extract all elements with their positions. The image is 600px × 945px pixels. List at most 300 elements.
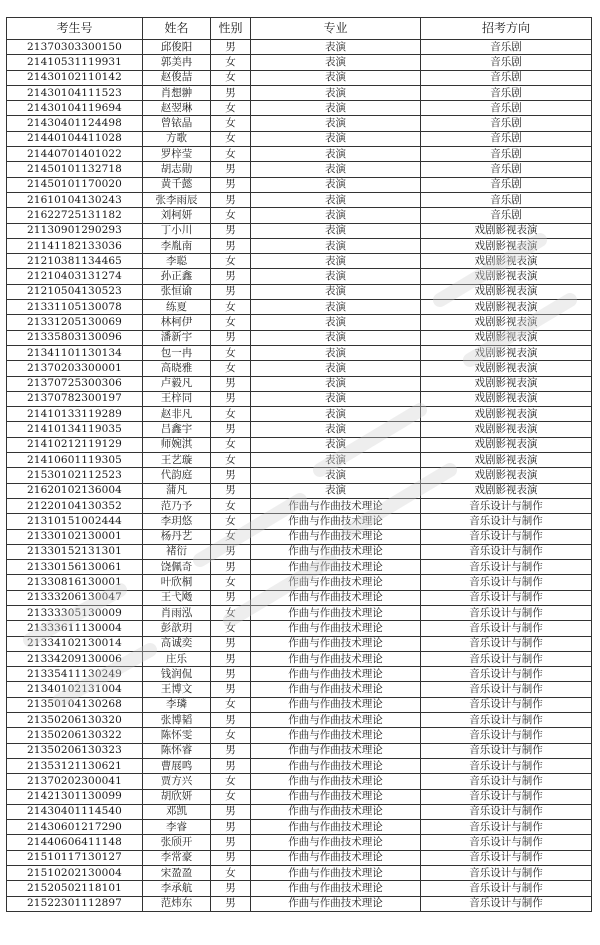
direction-cell: 音乐设计与制作 <box>421 590 592 605</box>
table-row <box>7 422 592 437</box>
gender-cell: 男 <box>211 223 251 238</box>
exam-id-cell: 21440701401022 <box>7 147 143 162</box>
direction-cell: 音乐设计与制作 <box>421 560 592 575</box>
gender-cell: 男 <box>211 544 251 559</box>
name-cell: 胡志勋 <box>143 162 211 177</box>
table-row <box>7 269 592 284</box>
exam-id-cell: 21430401124498 <box>7 116 143 131</box>
table-row <box>7 85 592 100</box>
table-row <box>7 850 592 865</box>
direction-cell: 音乐剧 <box>421 208 592 223</box>
gender-cell: 男 <box>211 881 251 896</box>
exam-id-cell: 21333611130004 <box>7 621 143 636</box>
major-cell: 作曲与作曲技术理论 <box>251 621 421 636</box>
table-row <box>7 605 592 620</box>
direction-cell: 音乐设计与制作 <box>421 498 592 513</box>
exam-id-cell: 21430601217290 <box>7 820 143 835</box>
exam-id-cell: 21330102130001 <box>7 529 143 544</box>
gender-cell: 女 <box>211 697 251 712</box>
major-cell: 表演 <box>251 315 421 330</box>
exam-id-cell: 21141182133036 <box>7 238 143 253</box>
major-cell: 作曲与作曲技术理论 <box>251 850 421 865</box>
table-row <box>7 560 592 575</box>
name-cell: 王梓同 <box>143 391 211 406</box>
major-cell: 作曲与作曲技术理论 <box>251 636 421 651</box>
table-row <box>7 147 592 162</box>
header-major: 专业 <box>251 18 421 40</box>
name-cell: 杨丹艺 <box>143 529 211 544</box>
gender-cell: 女 <box>211 101 251 116</box>
exam-id-cell: 21450101170020 <box>7 177 143 192</box>
table-row <box>7 636 592 651</box>
direction-cell: 戏剧影视表演 <box>421 468 592 483</box>
major-cell: 表演 <box>251 483 421 498</box>
exam-id-cell: 21330156130061 <box>7 560 143 575</box>
exam-id-cell: 21353121130621 <box>7 758 143 773</box>
gender-cell: 女 <box>211 300 251 315</box>
gender-cell: 男 <box>211 284 251 299</box>
exam-id-cell: 21220104130352 <box>7 498 143 513</box>
gender-cell: 男 <box>211 162 251 177</box>
exam-id-cell: 21335411130249 <box>7 667 143 682</box>
table-row <box>7 575 592 590</box>
name-cell: 叶欣桐 <box>143 575 211 590</box>
table-row <box>7 238 592 253</box>
name-cell: 李玥悠 <box>143 514 211 529</box>
exam-id-cell: 21430401114540 <box>7 804 143 819</box>
major-cell: 作曲与作曲技术理论 <box>251 682 421 697</box>
table-row <box>7 896 592 911</box>
table-row <box>7 483 592 498</box>
table-row <box>7 192 592 207</box>
name-cell: 邓凯 <box>143 804 211 819</box>
direction-cell: 音乐剧 <box>421 162 592 177</box>
gender-cell: 男 <box>211 376 251 391</box>
name-cell: 李承航 <box>143 881 211 896</box>
exam-id-cell: 21334209130006 <box>7 651 143 666</box>
major-cell: 表演 <box>251 147 421 162</box>
table-row <box>7 820 592 835</box>
gender-cell: 女 <box>211 575 251 590</box>
name-cell: 吕鑫宇 <box>143 422 211 437</box>
exam-id-cell: 21350206130320 <box>7 713 143 728</box>
gender-cell: 男 <box>211 468 251 483</box>
name-cell: 包一冉 <box>143 345 211 360</box>
gender-cell: 女 <box>211 453 251 468</box>
major-cell: 作曲与作曲技术理论 <box>251 697 421 712</box>
table-row <box>7 162 592 177</box>
name-cell: 李常豪 <box>143 850 211 865</box>
name-cell: 郭美冉 <box>143 55 211 70</box>
exam-id-cell: 21331205130069 <box>7 315 143 330</box>
exam-id-cell: 21370202300041 <box>7 774 143 789</box>
name-cell: 陈怀雯 <box>143 728 211 743</box>
table-row <box>7 70 592 85</box>
candidate-table <box>6 17 592 912</box>
table-row <box>7 40 592 55</box>
direction-cell: 戏剧影视表演 <box>421 437 592 452</box>
gender-cell: 女 <box>211 621 251 636</box>
direction-cell: 音乐设计与制作 <box>421 820 592 835</box>
direction-cell: 音乐剧 <box>421 147 592 162</box>
major-cell: 表演 <box>251 284 421 299</box>
gender-cell: 男 <box>211 269 251 284</box>
gender-cell: 女 <box>211 529 251 544</box>
major-cell: 表演 <box>251 177 421 192</box>
gender-cell: 女 <box>211 345 251 360</box>
direction-cell: 音乐设计与制作 <box>421 758 592 773</box>
name-cell: 钱润侃 <box>143 667 211 682</box>
table-row <box>7 789 592 804</box>
exam-id-cell: 21410134119035 <box>7 422 143 437</box>
major-cell: 表演 <box>251 85 421 100</box>
name-cell: 贾方兴 <box>143 774 211 789</box>
gender-cell: 女 <box>211 728 251 743</box>
exam-id-cell: 21410601119305 <box>7 453 143 468</box>
direction-cell: 戏剧影视表演 <box>421 483 592 498</box>
table-row <box>7 254 592 269</box>
gender-cell: 男 <box>211 820 251 835</box>
gender-cell: 女 <box>211 498 251 513</box>
name-cell: 赵翌琳 <box>143 101 211 116</box>
major-cell: 作曲与作曲技术理论 <box>251 560 421 575</box>
name-cell: 潘新宇 <box>143 330 211 345</box>
major-cell: 表演 <box>251 192 421 207</box>
header-gender: 性别 <box>211 18 251 40</box>
exam-id-cell: 21210504130523 <box>7 284 143 299</box>
gender-cell: 女 <box>211 147 251 162</box>
table-row <box>7 223 592 238</box>
major-cell: 作曲与作曲技术理论 <box>251 651 421 666</box>
exam-id-cell: 21330816130001 <box>7 575 143 590</box>
header-exam-id: 考生号 <box>7 18 143 40</box>
name-cell: 张博韬 <box>143 713 211 728</box>
major-cell: 表演 <box>251 453 421 468</box>
table-row <box>7 315 592 330</box>
name-cell: 方歌 <box>143 131 211 146</box>
exam-id-cell: 21341101130134 <box>7 345 143 360</box>
name-cell: 孙正鑫 <box>143 269 211 284</box>
exam-id-cell: 21410531119931 <box>7 55 143 70</box>
name-cell: 张李雨辰 <box>143 192 211 207</box>
table-row <box>7 361 592 376</box>
direction-cell: 音乐设计与制作 <box>421 789 592 804</box>
exam-id-cell: 21430104119694 <box>7 101 143 116</box>
table-row <box>7 758 592 773</box>
table-header-row <box>7 18 592 40</box>
name-cell: 刘柯妍 <box>143 208 211 223</box>
major-cell: 表演 <box>251 254 421 269</box>
exam-id-cell: 21430102110142 <box>7 70 143 85</box>
gender-cell: 女 <box>211 605 251 620</box>
table-row <box>7 437 592 452</box>
direction-cell: 音乐设计与制作 <box>421 850 592 865</box>
exam-id-cell: 21450101132718 <box>7 162 143 177</box>
direction-cell: 戏剧影视表演 <box>421 238 592 253</box>
table-row <box>7 514 592 529</box>
direction-cell: 戏剧影视表演 <box>421 315 592 330</box>
exam-id-cell: 21520502118101 <box>7 881 143 896</box>
major-cell: 作曲与作曲技术理论 <box>251 529 421 544</box>
table-row <box>7 697 592 712</box>
table-row <box>7 651 592 666</box>
major-cell: 作曲与作曲技术理论 <box>251 866 421 881</box>
direction-cell: 音乐设计与制作 <box>421 514 592 529</box>
table-row <box>7 590 592 605</box>
gender-cell: 男 <box>211 422 251 437</box>
exam-id-cell: 21350206130323 <box>7 743 143 758</box>
gender-cell: 男 <box>211 85 251 100</box>
direction-cell: 音乐设计与制作 <box>421 713 592 728</box>
exam-id-cell: 21430104111523 <box>7 85 143 100</box>
major-cell: 表演 <box>251 238 421 253</box>
name-cell: 胡欣妍 <box>143 789 211 804</box>
gender-cell: 男 <box>211 330 251 345</box>
name-cell: 曾铱晶 <box>143 116 211 131</box>
name-cell: 罗梓莹 <box>143 147 211 162</box>
name-cell: 宋盈盈 <box>143 866 211 881</box>
direction-cell: 戏剧影视表演 <box>421 269 592 284</box>
exam-id-cell: 21350206130322 <box>7 728 143 743</box>
major-cell: 表演 <box>251 40 421 55</box>
major-cell: 表演 <box>251 116 421 131</box>
name-cell: 范乃予 <box>143 498 211 513</box>
table-row <box>7 621 592 636</box>
direction-cell: 音乐剧 <box>421 177 592 192</box>
exam-id-cell: 21610104130243 <box>7 192 143 207</box>
direction-cell: 音乐设计与制作 <box>421 697 592 712</box>
direction-cell: 戏剧影视表演 <box>421 300 592 315</box>
table-row <box>7 407 592 422</box>
major-cell: 表演 <box>251 391 421 406</box>
direction-cell: 音乐设计与制作 <box>421 881 592 896</box>
name-cell: 黄千懿 <box>143 177 211 192</box>
exam-id-cell: 21334102130014 <box>7 636 143 651</box>
table-row <box>7 682 592 697</box>
exam-id-cell: 21210381134465 <box>7 254 143 269</box>
direction-cell: 音乐剧 <box>421 40 592 55</box>
gender-cell: 男 <box>211 682 251 697</box>
table-row <box>7 544 592 559</box>
direction-cell: 音乐设计与制作 <box>421 743 592 758</box>
exam-id-cell: 21350104130268 <box>7 697 143 712</box>
gender-cell: 男 <box>211 391 251 406</box>
exam-id-cell: 21130901290293 <box>7 223 143 238</box>
direction-cell: 戏剧影视表演 <box>421 453 592 468</box>
name-cell: 饶佩奇 <box>143 560 211 575</box>
exam-id-cell: 21410133119289 <box>7 407 143 422</box>
name-cell: 练夏 <box>143 300 211 315</box>
direction-cell: 音乐设计与制作 <box>421 728 592 743</box>
gender-cell: 男 <box>211 850 251 865</box>
major-cell: 作曲与作曲技术理论 <box>251 820 421 835</box>
name-cell: 曹展鸣 <box>143 758 211 773</box>
major-cell: 表演 <box>251 361 421 376</box>
gender-cell: 女 <box>211 514 251 529</box>
table-row <box>7 208 592 223</box>
table-row <box>7 498 592 513</box>
direction-cell: 音乐设计与制作 <box>421 621 592 636</box>
name-cell: 肖雨泓 <box>143 605 211 620</box>
direction-cell: 音乐剧 <box>421 131 592 146</box>
gender-cell: 男 <box>211 238 251 253</box>
gender-cell: 男 <box>211 804 251 819</box>
name-cell: 卢毅凡 <box>143 376 211 391</box>
major-cell: 表演 <box>251 345 421 360</box>
table-row <box>7 284 592 299</box>
major-cell: 作曲与作曲技术理论 <box>251 881 421 896</box>
name-cell: 赵俊喆 <box>143 70 211 85</box>
gender-cell: 男 <box>211 667 251 682</box>
table-row <box>7 300 592 315</box>
major-cell: 作曲与作曲技术理论 <box>251 498 421 513</box>
gender-cell: 男 <box>211 636 251 651</box>
gender-cell: 男 <box>211 651 251 666</box>
exam-id-cell: 21310151002444 <box>7 514 143 529</box>
direction-cell: 音乐设计与制作 <box>421 667 592 682</box>
table-row <box>7 529 592 544</box>
gender-cell: 男 <box>211 743 251 758</box>
major-cell: 表演 <box>251 101 421 116</box>
exam-id-cell: 21370203300001 <box>7 361 143 376</box>
major-cell: 表演 <box>251 269 421 284</box>
gender-cell: 男 <box>211 483 251 498</box>
gender-cell: 男 <box>211 758 251 773</box>
major-cell: 作曲与作曲技术理论 <box>251 743 421 758</box>
gender-cell: 女 <box>211 315 251 330</box>
name-cell: 蒲凡 <box>143 483 211 498</box>
name-cell: 邱俊阳 <box>143 40 211 55</box>
table-row <box>7 866 592 881</box>
name-cell: 王艺璇 <box>143 453 211 468</box>
major-cell: 作曲与作曲技术理论 <box>251 544 421 559</box>
table-row <box>7 131 592 146</box>
table-row <box>7 376 592 391</box>
direction-cell: 音乐设计与制作 <box>421 804 592 819</box>
table-row <box>7 391 592 406</box>
name-cell: 张颀开 <box>143 835 211 850</box>
major-cell: 作曲与作曲技术理论 <box>251 774 421 789</box>
direction-cell: 音乐剧 <box>421 101 592 116</box>
direction-cell: 戏剧影视表演 <box>421 345 592 360</box>
name-cell: 林柯伊 <box>143 315 211 330</box>
gender-cell: 男 <box>211 835 251 850</box>
major-cell: 作曲与作曲技术理论 <box>251 713 421 728</box>
major-cell: 作曲与作曲技术理论 <box>251 758 421 773</box>
exam-id-cell: 21410212119129 <box>7 437 143 452</box>
gender-cell: 女 <box>211 70 251 85</box>
major-cell: 表演 <box>251 70 421 85</box>
table-body <box>7 40 592 912</box>
exam-id-cell: 21510117130127 <box>7 850 143 865</box>
major-cell: 作曲与作曲技术理论 <box>251 896 421 911</box>
exam-id-cell: 21522301112897 <box>7 896 143 911</box>
direction-cell: 音乐剧 <box>421 192 592 207</box>
header-name: 姓名 <box>143 18 211 40</box>
direction-cell: 戏剧影视表演 <box>421 223 592 238</box>
direction-cell: 音乐剧 <box>421 70 592 85</box>
major-cell: 表演 <box>251 330 421 345</box>
table-row <box>7 468 592 483</box>
name-cell: 赵非凡 <box>143 407 211 422</box>
major-cell: 表演 <box>251 300 421 315</box>
direction-cell: 音乐设计与制作 <box>421 529 592 544</box>
exam-id-cell: 21510202130004 <box>7 866 143 881</box>
table-row <box>7 330 592 345</box>
exam-id-cell: 21622725131182 <box>7 208 143 223</box>
major-cell: 表演 <box>251 223 421 238</box>
direction-cell: 音乐设计与制作 <box>421 636 592 651</box>
major-cell: 作曲与作曲技术理论 <box>251 514 421 529</box>
gender-cell: 女 <box>211 208 251 223</box>
table-row <box>7 345 592 360</box>
name-cell: 代韵庭 <box>143 468 211 483</box>
major-cell: 作曲与作曲技术理论 <box>251 605 421 620</box>
direction-cell: 音乐设计与制作 <box>421 866 592 881</box>
gender-cell: 男 <box>211 40 251 55</box>
exam-id-cell: 21333206130047 <box>7 590 143 605</box>
gender-cell: 女 <box>211 254 251 269</box>
major-cell: 表演 <box>251 437 421 452</box>
exam-id-cell: 21331105130078 <box>7 300 143 315</box>
major-cell: 作曲与作曲技术理论 <box>251 728 421 743</box>
gender-cell: 男 <box>211 560 251 575</box>
gender-cell: 女 <box>211 437 251 452</box>
direction-cell: 音乐设计与制作 <box>421 605 592 620</box>
table-row <box>7 728 592 743</box>
exam-id-cell: 21333305130009 <box>7 605 143 620</box>
table-row <box>7 743 592 758</box>
name-cell: 李璘 <box>143 697 211 712</box>
gender-cell: 女 <box>211 866 251 881</box>
major-cell: 作曲与作曲技术理论 <box>251 575 421 590</box>
major-cell: 表演 <box>251 208 421 223</box>
table-row <box>7 881 592 896</box>
candidate-table-sheet <box>6 17 591 912</box>
gender-cell: 女 <box>211 131 251 146</box>
name-cell: 李睿 <box>143 820 211 835</box>
exam-id-cell: 21370303300150 <box>7 40 143 55</box>
gender-cell: 女 <box>211 789 251 804</box>
table-row <box>7 453 592 468</box>
major-cell: 表演 <box>251 422 421 437</box>
gender-cell: 男 <box>211 177 251 192</box>
table-row <box>7 177 592 192</box>
direction-cell: 音乐设计与制作 <box>421 682 592 697</box>
major-cell: 表演 <box>251 468 421 483</box>
direction-cell: 戏剧影视表演 <box>421 376 592 391</box>
exam-id-cell: 21335803130096 <box>7 330 143 345</box>
direction-cell: 音乐设计与制作 <box>421 774 592 789</box>
gender-cell: 女 <box>211 407 251 422</box>
gender-cell: 女 <box>211 361 251 376</box>
direction-cell: 戏剧影视表演 <box>421 407 592 422</box>
direction-cell: 戏剧影视表演 <box>421 391 592 406</box>
name-cell: 丁小川 <box>143 223 211 238</box>
exam-id-cell: 21370782300197 <box>7 391 143 406</box>
table-row <box>7 101 592 116</box>
table-row <box>7 774 592 789</box>
direction-cell: 戏剧影视表演 <box>421 422 592 437</box>
major-cell: 作曲与作曲技术理论 <box>251 835 421 850</box>
major-cell: 作曲与作曲技术理论 <box>251 804 421 819</box>
major-cell: 表演 <box>251 131 421 146</box>
major-cell: 表演 <box>251 376 421 391</box>
exam-id-cell: 21370725300306 <box>7 376 143 391</box>
name-cell: 陈怀睿 <box>143 743 211 758</box>
direction-cell: 戏剧影视表演 <box>421 361 592 376</box>
name-cell: 范炜东 <box>143 896 211 911</box>
